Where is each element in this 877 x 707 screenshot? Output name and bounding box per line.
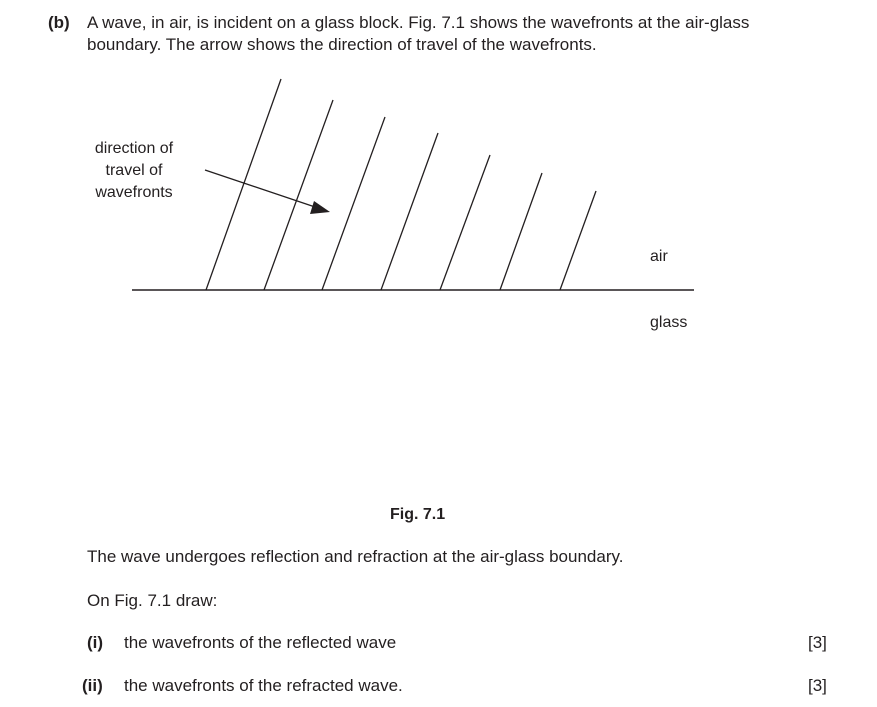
wavefront-3 bbox=[322, 117, 385, 290]
question-line-1: A wave, in air, is incident on a glass block. Fig. 7.1 shows the wavefronts at the air-glass bbox=[87, 13, 750, 32]
wavefront-6 bbox=[500, 173, 542, 290]
instruction-text: On Fig. 7.1 draw: bbox=[87, 591, 218, 610]
direction-label-line-3: wavefronts bbox=[95, 184, 173, 201]
part-label: (b) bbox=[48, 13, 70, 32]
subpart-ii-marks: [3] bbox=[808, 676, 827, 695]
subpart-i-text: the wavefronts of the reflected wave bbox=[124, 633, 397, 652]
statement-text: The wave undergoes reflection and refraction at the air-glass boundary. bbox=[87, 547, 624, 566]
subpart-ii-label: (ii) bbox=[82, 676, 103, 695]
subpart-i-label: (i) bbox=[87, 633, 104, 652]
direction-arrow-head bbox=[310, 201, 330, 214]
wavefront-1 bbox=[206, 79, 281, 290]
glass-label: glass bbox=[650, 314, 688, 331]
wavefront-7 bbox=[560, 191, 596, 290]
direction-label-line-2: travel of bbox=[105, 162, 163, 179]
subpart-ii-text: the wavefronts of the refracted wave. bbox=[124, 676, 403, 695]
wavefront-2 bbox=[264, 100, 333, 290]
subpart-i-marks: [3] bbox=[808, 633, 827, 652]
direction-label-line-1: direction of bbox=[94, 140, 174, 157]
wavefront-5 bbox=[440, 155, 490, 290]
question-line-2: boundary. The arrow shows the direction of travel of the wavefronts. bbox=[87, 35, 597, 54]
wavefront-4 bbox=[381, 133, 438, 290]
figure-caption: Fig. 7.1 bbox=[390, 506, 446, 523]
air-label: air bbox=[650, 248, 668, 265]
